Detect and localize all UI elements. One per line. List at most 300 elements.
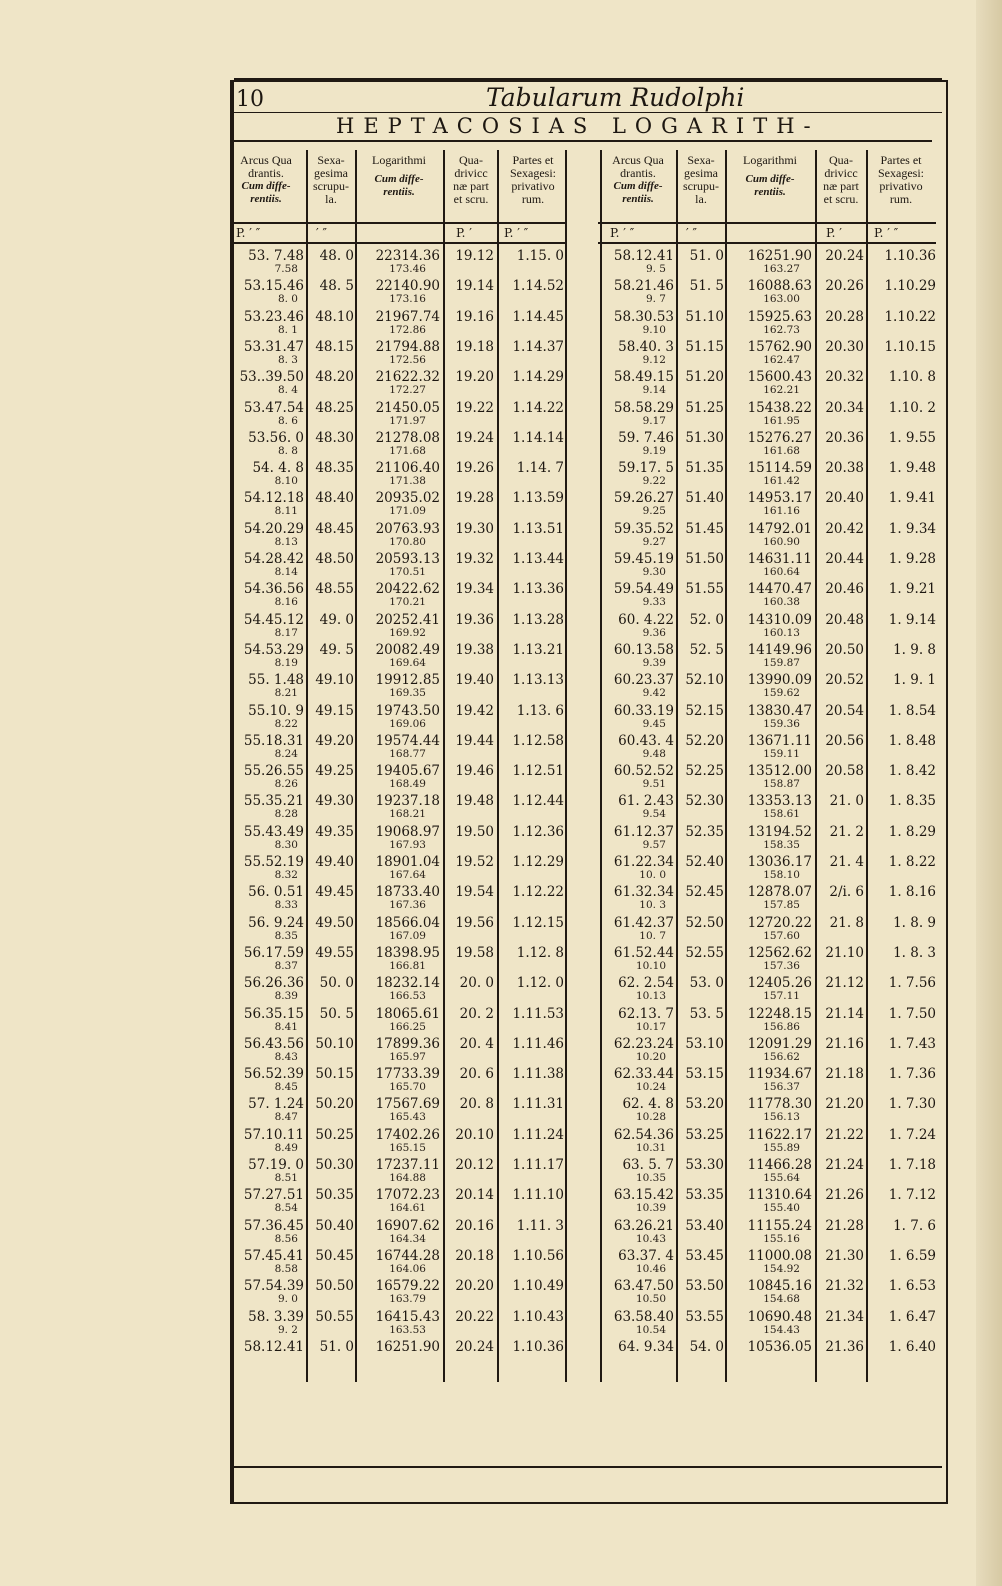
right-cell-log: 11155.24 — [747, 1217, 812, 1234]
left-cell-log-difference: 166.81 — [389, 959, 426, 972]
header-quad-left: Qua- drivicc næ part et scru. — [453, 153, 489, 206]
right-cell-arc: 59.26.27 — [613, 490, 674, 507]
right-cell-arc-difference: 9.54 — [642, 808, 666, 821]
left-cell-part: 1.10.43 — [512, 1308, 564, 1325]
right-cell-quad: 20.46 — [825, 581, 864, 598]
left-cell-log-difference: 171.97 — [389, 414, 426, 427]
left-cell-sexa: 50.15 — [315, 1066, 354, 1083]
left-cell-quad: 19.28 — [455, 490, 494, 507]
right-cell-sexa: 51.10 — [685, 308, 724, 325]
left-cell-log: 21622.32 — [375, 369, 440, 386]
right-cell-arc: 63.47.50 — [613, 1278, 674, 1295]
left-cell-sexa: 48.10 — [315, 308, 354, 325]
left-cell-log: 17237.11 — [375, 1157, 440, 1173]
header-partes-left: Partes et Sexagesi: privativo rum. — [510, 153, 556, 206]
left-cell-quad: 19.18 — [455, 338, 494, 355]
right-cell-sexa: 53.25 — [685, 1126, 724, 1143]
left-cell-arc-difference: 8.10 — [274, 475, 298, 488]
left-cell-quad: 20. 6 — [459, 1066, 494, 1083]
right-cell-part: 1. 7.24 — [888, 1126, 936, 1143]
right-cell-log-difference: 161.16 — [763, 505, 800, 518]
right-cell-log: 15600.43 — [747, 369, 812, 386]
left-cell-arc: 57.36.45 — [243, 1217, 304, 1234]
left-cell-log-difference: 170.80 — [389, 535, 426, 548]
left-cell-quad: 19.50 — [455, 823, 494, 840]
right-cell-arc-difference: 10.10 — [635, 959, 666, 972]
left-cell-quad: 20.16 — [455, 1217, 494, 1234]
right-cell-arc-difference: 9.45 — [642, 717, 666, 730]
left-cell-log: 18065.61 — [375, 1005, 440, 1022]
left-cell-part: 1.14.52 — [512, 278, 564, 295]
right-cell-log: 15114.59 — [747, 460, 812, 477]
right-cell-log-difference: 163.00 — [763, 293, 800, 306]
header-quad-right: Qua- drivicc næ part et scru. — [823, 153, 859, 206]
left-cell-arc: 54.28.42 — [243, 551, 304, 567]
left-cell-arc: 53. 7.48 — [248, 248, 304, 264]
header-log-left: Logarithmi Cum diffe- rentiis. — [372, 153, 426, 198]
right-cell-log: 11622.17 — [747, 1126, 812, 1143]
left-cell-arc: 53.31.47 — [243, 338, 304, 355]
left-cell-arc: 55.43.49 — [243, 823, 304, 840]
left-cell-arc: 55.10. 9 — [248, 702, 304, 719]
right-cell-quad: 2/i. 6 — [829, 884, 864, 901]
left-cell-sexa: 49.25 — [315, 763, 354, 780]
left-cell-sexa: 50. 5 — [319, 1005, 354, 1022]
left-cell-part: 1.12.51 — [512, 763, 564, 780]
right-cell-part: 1. 6.53 — [888, 1278, 936, 1295]
right-cell-sexa: 53.55 — [685, 1308, 724, 1325]
header-sexa-right: Sexa- gesima scrupu- la. — [683, 153, 719, 206]
right-cell-arc: 63.58.40 — [613, 1308, 674, 1325]
left-cell-sexa: 51. 0 — [319, 1338, 354, 1355]
footer-rule — [232, 1466, 942, 1468]
left-cell-part: 1.12.58 — [512, 732, 564, 749]
left-cell-arc: 54.36.56 — [243, 581, 304, 598]
right-cell-log: 13671.11 — [747, 732, 812, 749]
right-cell-arc: 62. 2.54 — [618, 975, 674, 992]
left-cell-arc-difference: 8.21 — [274, 687, 298, 700]
left-cell-part: 1.14.29 — [512, 369, 564, 386]
column-rule — [565, 150, 567, 1382]
left-cell-arc-difference: 8. 4 — [277, 384, 298, 397]
right-cell-arc-difference: 10. 7 — [639, 929, 666, 942]
right-cell-quad: 20.48 — [825, 611, 864, 628]
right-cell-arc: 62.23.24 — [613, 1035, 674, 1052]
left-cell-log-difference: 164.88 — [389, 1172, 426, 1184]
right-cell-sexa: 52.35 — [685, 823, 724, 840]
left-cell-log: 21967.74 — [375, 308, 440, 325]
right-cell-sexa: 52.45 — [685, 884, 724, 901]
left-cell-log: 20082.49 — [375, 641, 440, 658]
left-cell-arc: 54.53.29 — [243, 641, 304, 658]
right-cell-part: 1. 9. 1 — [893, 672, 936, 689]
right-cell-log: 10690.48 — [747, 1308, 812, 1325]
left-cell-log-difference: 170.51 — [389, 566, 426, 578]
right-cell-log: 13194.52 — [747, 823, 812, 840]
left-cell-arc: 57.10.11 — [243, 1126, 304, 1143]
right-cell-arc: 58.12.41 — [613, 248, 674, 264]
right-cell-sexa: 53.15 — [685, 1066, 724, 1083]
right-cell-log-difference: 156.13 — [763, 1111, 800, 1124]
left-cell-arc-difference: 8. 8 — [277, 444, 298, 457]
left-cell-quad: 19.32 — [455, 551, 494, 567]
right-cell-part: 1. 6.40 — [888, 1338, 936, 1355]
right-cell-log-difference: 155.64 — [763, 1172, 800, 1184]
left-cell-log: 19574.44 — [375, 732, 440, 749]
left-cell-arc-difference: 8.28 — [274, 808, 298, 821]
right-cell-log: 14792.01 — [747, 520, 812, 537]
right-cell-part: 1. 8.16 — [888, 884, 936, 901]
left-cell-log: 19912.85 — [375, 672, 440, 689]
left-cell-arc-difference: 8.37 — [274, 959, 298, 972]
left-cell-part: 1.10.56 — [512, 1247, 564, 1264]
right-cell-log-difference: 161.42 — [763, 475, 800, 488]
left-cell-arc-difference: 7.58 — [274, 263, 298, 275]
left-cell-arc-difference: 8.30 — [274, 838, 298, 851]
right-cell-sexa: 51.35 — [685, 460, 724, 477]
right-cell-part: 1.10. 2 — [888, 399, 936, 416]
right-cell-quad: 21. 8 — [829, 914, 864, 931]
left-cell-quad: 19.26 — [455, 460, 494, 477]
left-cell-sexa: 49. 0 — [319, 611, 354, 628]
left-cell-part: 1.12.29 — [512, 854, 564, 870]
right-cell-arc: 59.54.49 — [613, 581, 674, 598]
left-cell-log: 18398.95 — [375, 944, 440, 961]
page-binding-shadow — [976, 0, 1002, 1586]
left-cell-sexa: 49.10 — [315, 672, 354, 689]
left-cell-sexa: 48.25 — [315, 399, 354, 416]
left-cell-log-difference: 164.34 — [389, 1232, 426, 1245]
left-cell-arc-difference: 9. 2 — [277, 1323, 298, 1336]
left-cell-arc: 55.18.31 — [243, 732, 304, 749]
right-cell-arc: 59.17. 5 — [618, 460, 674, 477]
left-cell-sexa: 48.35 — [315, 460, 354, 477]
right-cell-quad: 21.32 — [825, 1278, 864, 1295]
right-cell-sexa: 52.55 — [685, 944, 724, 961]
left-cell-log: 20252.41 — [375, 611, 440, 628]
right-cell-log: 14310.09 — [747, 611, 812, 628]
left-cell-sexa: 48.15 — [315, 338, 354, 355]
right-cell-log-difference: 155.40 — [763, 1202, 800, 1215]
left-cell-log-difference: 167.93 — [389, 838, 426, 851]
left-cell-quad: 19.52 — [455, 854, 494, 870]
right-cell-quad: 21.30 — [825, 1247, 864, 1264]
right-cell-quad: 20.36 — [825, 429, 864, 446]
left-cell-arc-difference: 8.24 — [274, 747, 298, 760]
left-cell-sexa: 49.15 — [315, 702, 354, 719]
right-cell-arc-difference: 9.22 — [642, 475, 666, 488]
page-number: 10 — [236, 87, 264, 112]
right-cell-arc: 58.21.46 — [613, 278, 674, 295]
right-cell-sexa: 53.50 — [685, 1278, 724, 1295]
right-cell-log: 12248.15 — [747, 1005, 812, 1022]
right-cell-log-difference: 156.86 — [763, 1020, 800, 1033]
left-cell-quad: 19.22 — [455, 399, 494, 416]
right-cell-arc-difference: 9.48 — [642, 747, 666, 760]
right-cell-arc: 59. 7.46 — [618, 429, 674, 446]
left-cell-quad: 20. 0 — [459, 975, 494, 992]
right-cell-arc-difference: 9.30 — [642, 566, 666, 578]
left-cell-quad: 19.20 — [455, 369, 494, 386]
right-cell-arc-difference: 10.28 — [635, 1111, 666, 1124]
left-cell-log: 20593.13 — [375, 551, 440, 567]
left-cell-part: 1.12.44 — [512, 793, 564, 810]
right-cell-quad: 20.58 — [825, 763, 864, 780]
right-cell-sexa: 54. 0 — [689, 1338, 724, 1355]
right-cell-part: 1. 9.41 — [888, 490, 936, 507]
right-cell-arc-difference: 10.35 — [635, 1172, 666, 1184]
left-cell-arc: 54.20.29 — [243, 520, 304, 537]
left-cell-arc-difference: 8.51 — [274, 1172, 298, 1184]
left-cell-log: 20422.62 — [375, 581, 440, 598]
left-cell-arc: 57.27.51 — [243, 1187, 304, 1204]
right-cell-part: 1.10.29 — [884, 278, 936, 295]
right-cell-arc: 61.32.34 — [613, 884, 674, 901]
right-cell-log-difference: 154.68 — [763, 1293, 800, 1306]
left-cell-arc-difference: 8. 0 — [277, 293, 298, 306]
header-log-right: Logarithmi Cum diffe- rentiis. — [743, 153, 797, 198]
right-cell-quad: 21.18 — [825, 1066, 864, 1083]
left-cell-arc-difference: 8.56 — [274, 1232, 298, 1245]
right-cell-log-difference: 162.21 — [763, 384, 800, 397]
left-cell-sexa: 48.50 — [315, 551, 354, 567]
right-cell-sexa: 52.20 — [685, 732, 724, 749]
left-cell-log-difference: 164.61 — [389, 1202, 426, 1215]
left-cell-log-difference: 167.09 — [389, 929, 426, 942]
left-cell-sexa: 48.30 — [315, 429, 354, 446]
unit-rule — [232, 242, 566, 244]
header-arcus-left: Arcus Qua drantis. Cum diffe- rentiis. — [240, 153, 292, 205]
right-cell-sexa: 52.10 — [685, 672, 724, 689]
left-cell-sexa: 49.55 — [315, 944, 354, 961]
left-cell-sexa: 48. 0 — [319, 248, 354, 264]
right-cell-arc-difference: 9.12 — [642, 353, 666, 366]
left-cell-arc-difference: 8.47 — [274, 1111, 298, 1124]
left-cell-log: 17567.69 — [375, 1096, 440, 1113]
right-cell-part: 1. 9.28 — [888, 551, 936, 567]
right-cell-log-difference: 160.64 — [763, 566, 800, 578]
right-cell-log-difference: 157.85 — [763, 899, 800, 912]
left-cell-log: 16907.62 — [375, 1217, 440, 1234]
left-cell-part: 1.15. 0 — [516, 248, 564, 264]
right-cell-log: 14631.11 — [747, 551, 812, 567]
right-cell-arc: 60.23.37 — [613, 672, 674, 689]
left-cell-arc: 57.19. 0 — [248, 1157, 304, 1173]
right-cell-arc-difference: 10. 3 — [639, 899, 666, 912]
left-cell-log-difference: 173.16 — [389, 293, 426, 306]
left-cell-part: 1.12.22 — [512, 884, 564, 901]
right-cell-sexa: 51.45 — [685, 520, 724, 537]
right-cell-sexa: 52.50 — [685, 914, 724, 931]
left-cell-part: 1.11. 3 — [516, 1217, 564, 1234]
left-cell-log: 21106.40 — [375, 460, 440, 477]
right-cell-arc: 58.40. 3 — [618, 338, 674, 355]
right-cell-part: 1. 8.29 — [888, 823, 936, 840]
left-cell-arc: 55.35.21 — [243, 793, 304, 810]
left-cell-log: 16579.22 — [375, 1278, 440, 1295]
right-cell-arc-difference: 9.27 — [642, 535, 666, 548]
left-cell-arc-difference: 8.22 — [274, 717, 298, 730]
left-cell-sexa: 48. 5 — [319, 278, 354, 295]
left-cell-sexa: 48.45 — [315, 520, 354, 537]
left-cell-quad: 19.40 — [455, 672, 494, 689]
left-cell-log: 17899.36 — [375, 1035, 440, 1052]
left-cell-arc-difference: 8.19 — [274, 656, 298, 669]
right-cell-arc-difference: 9.51 — [642, 778, 666, 791]
left-cell-part: 1.14.14 — [512, 429, 564, 446]
left-cell-arc: 53.47.54 — [243, 399, 304, 416]
left-cell-part: 1.13.28 — [512, 611, 564, 628]
right-cell-log: 15438.22 — [747, 399, 812, 416]
right-cell-sexa: 53. 5 — [689, 1005, 724, 1022]
right-cell-arc: 60.13.58 — [613, 641, 674, 658]
left-cell-quad: 19.24 — [455, 429, 494, 446]
left-cell-log-difference: 165.70 — [389, 1081, 426, 1094]
left-cell-arc: 55. 1.48 — [248, 672, 304, 689]
left-cell-quad: 20.12 — [455, 1157, 494, 1173]
left-cell-arc: 55.26.55 — [243, 763, 304, 780]
left-cell-sexa: 49.40 — [315, 854, 354, 870]
right-cell-log-difference: 160.90 — [763, 535, 800, 548]
right-cell-arc: 61.52.44 — [613, 944, 674, 961]
left-cell-log-difference: 166.53 — [389, 990, 426, 1003]
header-rule — [232, 222, 566, 224]
right-cell-arc: 59.35.52 — [613, 520, 674, 537]
left-cell-arc: 54.12.18 — [243, 490, 304, 507]
right-cell-log-difference: 162.73 — [763, 323, 800, 336]
unit-quad-right: P. ′ — [826, 226, 842, 240]
right-cell-quad: 20.56 — [825, 732, 864, 749]
right-cell-log-difference: 160.13 — [763, 626, 800, 639]
left-cell-log-difference: 172.27 — [389, 384, 426, 397]
right-cell-arc-difference: 9.19 — [642, 444, 666, 457]
left-cell-log: 17072.23 — [375, 1187, 440, 1204]
right-cell-quad: 21.10 — [825, 944, 864, 961]
left-cell-arc-difference: 8.16 — [274, 596, 298, 609]
left-cell-arc: 53.15.46 — [243, 278, 304, 295]
right-cell-quad: 20.34 — [825, 399, 864, 416]
right-cell-part: 1. 8.54 — [888, 702, 936, 719]
left-cell-log-difference: 169.06 — [389, 717, 426, 730]
right-cell-arc: 63.37. 4 — [618, 1247, 674, 1264]
right-cell-arc: 60.52.52 — [613, 763, 674, 780]
right-cell-sexa: 53.30 — [685, 1157, 724, 1173]
right-cell-quad: 21.20 — [825, 1096, 864, 1113]
left-cell-quad: 19.38 — [455, 641, 494, 658]
right-cell-quad: 21. 4 — [829, 854, 864, 870]
unit-arcus-right: P. ′ ″ — [610, 226, 635, 240]
left-cell-log: 19237.18 — [375, 793, 440, 810]
right-cell-sexa: 52. 5 — [689, 641, 724, 658]
left-cell-part: 1.14.22 — [512, 399, 564, 416]
left-cell-arc-difference: 8. 3 — [277, 353, 298, 366]
left-cell-quad: 20.18 — [455, 1247, 494, 1264]
right-cell-sexa: 51. 5 — [689, 278, 724, 295]
left-cell-quad: 19.12 — [455, 248, 494, 264]
left-cell-log-difference: 163.53 — [389, 1323, 426, 1336]
left-cell-quad: 19.36 — [455, 611, 494, 628]
right-cell-part: 1.10.36 — [884, 248, 936, 264]
left-cell-log-difference: 173.46 — [389, 263, 426, 275]
left-cell-sexa: 50.55 — [315, 1308, 354, 1325]
right-cell-arc: 60.33.19 — [613, 702, 674, 719]
right-cell-part: 1.10.15 — [884, 338, 936, 355]
left-cell-log: 16744.28 — [375, 1247, 440, 1264]
left-cell-quad: 20.14 — [455, 1187, 494, 1204]
left-cell-quad: 19.54 — [455, 884, 494, 901]
right-cell-arc: 62.33.44 — [613, 1066, 674, 1083]
left-cell-log-difference: 171.09 — [389, 505, 426, 518]
right-cell-arc-difference: 9.39 — [642, 656, 666, 669]
left-cell-log: 22314.36 — [375, 248, 440, 264]
right-cell-log: 13353.13 — [747, 793, 812, 810]
right-cell-quad: 20.38 — [825, 460, 864, 477]
right-cell-arc: 63.15.42 — [613, 1187, 674, 1204]
right-cell-log: 12562.62 — [747, 944, 812, 961]
right-cell-log: 12405.26 — [747, 975, 812, 992]
right-cell-part: 1. 9.21 — [888, 581, 936, 598]
left-cell-log-difference: 165.97 — [389, 1050, 426, 1063]
left-cell-arc: 56.17.59 — [243, 944, 304, 961]
right-cell-sexa: 52.15 — [685, 702, 724, 719]
right-cell-part: 1. 7.50 — [888, 1005, 936, 1022]
left-cell-quad: 19.44 — [455, 732, 494, 749]
right-cell-log: 11310.64 — [747, 1187, 812, 1204]
left-cell-part: 1.11.46 — [512, 1035, 564, 1052]
right-cell-arc-difference: 9.25 — [642, 505, 666, 518]
left-cell-log: 16251.90 — [375, 1338, 440, 1355]
left-cell-part: 1.14.45 — [512, 308, 564, 325]
right-cell-log: 15762.90 — [747, 338, 812, 355]
left-cell-sexa: 50.40 — [315, 1217, 354, 1234]
left-cell-part: 1.13.36 — [512, 581, 564, 598]
right-cell-arc-difference: 10.13 — [635, 990, 666, 1003]
left-cell-log-difference: 169.64 — [389, 656, 426, 669]
left-cell-arc-difference: 8.39 — [274, 990, 298, 1003]
right-cell-log-difference: 158.87 — [763, 778, 800, 791]
right-cell-log: 13830.47 — [747, 702, 812, 719]
right-cell-arc: 59.45.19 — [613, 551, 674, 567]
right-cell-quad: 20.28 — [825, 308, 864, 325]
left-cell-arc: 56.43.56 — [243, 1035, 304, 1052]
right-cell-log: 13036.17 — [747, 854, 812, 870]
left-cell-sexa: 50.45 — [315, 1247, 354, 1264]
right-cell-log-difference: 159.87 — [763, 656, 800, 669]
right-cell-part: 1. 8. 3 — [893, 944, 936, 961]
right-cell-sexa: 52.30 — [685, 793, 724, 810]
left-cell-log: 19743.50 — [375, 702, 440, 719]
right-cell-sexa: 51.15 — [685, 338, 724, 355]
right-cell-part: 1. 9.34 — [888, 520, 936, 537]
left-cell-arc: 53.23.46 — [243, 308, 304, 325]
left-cell-part: 1.10.49 — [512, 1278, 564, 1295]
left-cell-log: 20763.93 — [375, 520, 440, 537]
right-cell-log: 14470.47 — [747, 581, 812, 598]
right-cell-arc-difference: 10.50 — [635, 1293, 666, 1306]
right-cell-sexa: 53.45 — [685, 1247, 724, 1264]
right-cell-quad: 21.28 — [825, 1217, 864, 1234]
left-cell-arc-difference: 8.45 — [274, 1081, 298, 1094]
left-cell-sexa: 49.50 — [315, 914, 354, 931]
left-cell-log-difference: 167.36 — [389, 899, 426, 912]
left-cell-quad: 20.10 — [455, 1126, 494, 1143]
right-cell-sexa: 51.30 — [685, 429, 724, 446]
right-cell-part: 1. 7.43 — [888, 1035, 936, 1052]
right-cell-part: 1. 9.14 — [888, 611, 936, 628]
left-cell-part: 1.11.10 — [512, 1187, 564, 1204]
left-cell-part: 1.11.17 — [512, 1157, 564, 1173]
table-heading — [234, 113, 942, 139]
